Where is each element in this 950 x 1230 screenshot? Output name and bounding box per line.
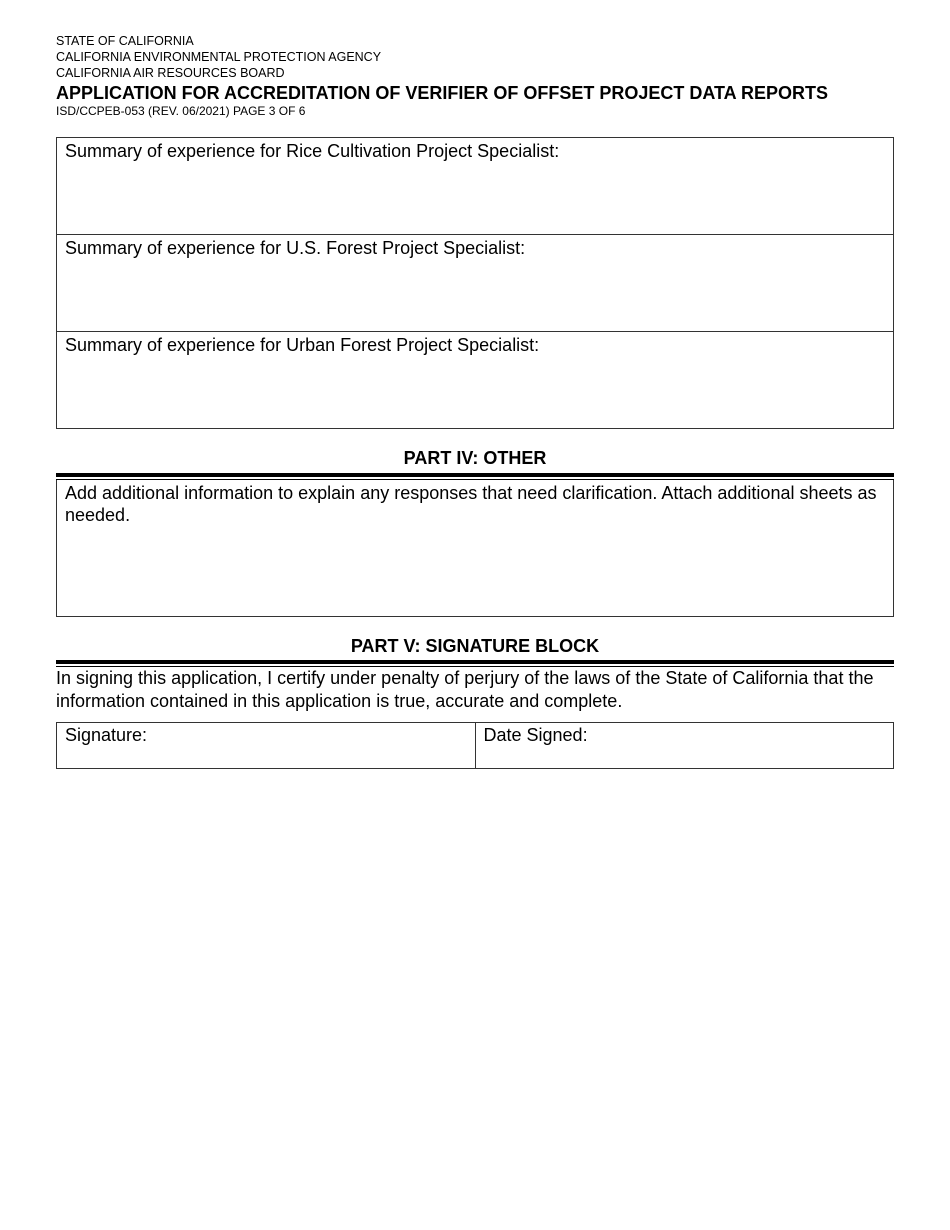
- signature-table: [56, 722, 894, 769]
- form-page: [56, 33, 894, 745]
- form-header: [56, 33, 894, 119]
- form-title: APPLICATION FOR ACCREDITATION OF VERIFIER OF OFFSET PROJECT DATA REPORTS: [56, 83, 829, 103]
- us-forest-experience-field[interactable]: [57, 235, 893, 332]
- part-v-heading: PART V: SIGNATURE BLOCK: [350, 636, 600, 656]
- part-iv-divider: [56, 473, 894, 480]
- urban-forest-experience-field[interactable]: [57, 332, 893, 428]
- date-signed-label: Date Signed:: [483, 725, 588, 745]
- form-id: ISD/CCPEB-053 (REV. 06/2021) PAGE 3 OF 6: [56, 104, 306, 118]
- header-agency: CALIFORNIA ENVIRONMENTAL PROTECTION AGENCY: [56, 50, 382, 64]
- rice-cultivation-experience-label: Summary of experience for Rice Cultivation Project Specialist:: [65, 141, 560, 161]
- header-board: CALIFORNIA AIR RESOURCES BOARD: [56, 66, 285, 80]
- experience-table: [56, 137, 894, 429]
- signature-field[interactable]: [57, 723, 475, 768]
- part-iv-heading: PART IV: OTHER: [403, 448, 547, 468]
- additional-information-label: Add additional information to explain any responses that need clarification. Attach additional sheets as needed.: [65, 483, 877, 525]
- us-forest-experience-label: Summary of experience for U.S. Forest Project Specialist:: [65, 238, 526, 258]
- signature-label: Signature:: [65, 725, 148, 745]
- header-state: STATE OF CALIFORNIA: [56, 34, 194, 48]
- certification-statement: In signing this application, I certify under penalty of perjury of the laws of the State of California that the information contained in this application is true, accurate and complete.: [56, 668, 874, 711]
- part-v-divider: [56, 660, 894, 667]
- date-signed-field[interactable]: [475, 723, 894, 768]
- rice-cultivation-experience-field[interactable]: [57, 138, 893, 235]
- additional-information-field[interactable]: [56, 480, 894, 617]
- urban-forest-experience-label: Summary of experience for Urban Forest Project Specialist:: [65, 335, 540, 355]
